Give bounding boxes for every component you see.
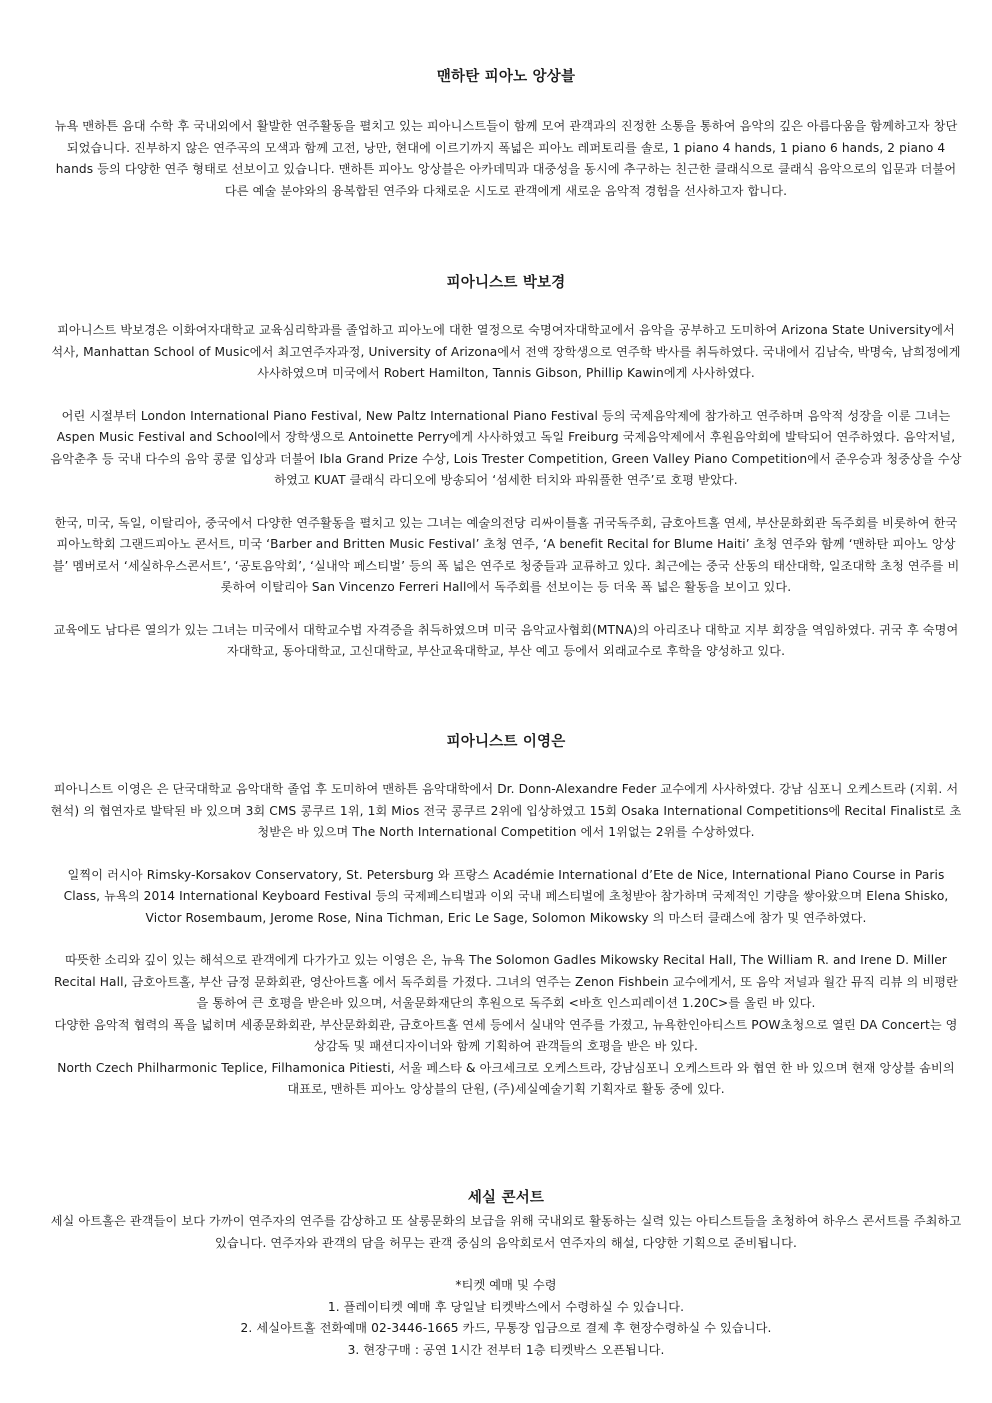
paragraph-lee-1: 피아니스트 이영은 은 단국대학교 음악대학 졸업 후 도미하여 맨하튼 음악대학에서 Dr. Donn-Alexandre Feder 교수에게 사사하였다. 강남 심포니 오케스트라 (지휘. 서현석) 의 협연자로 발탁된 바 있으며 3회 CMS 콩쿠르 1위, 1회 Mios 전국 콩쿠르 2위에 입상하였고 15회 Osaka International Competitions에 Recital Finalist로 초청받은 바 있으며 The North International Competition 에서 1위없는 2위를 수상하였다. bbox=[50, 782, 962, 839]
section-title-cecil: 세실 콘서트 bbox=[467, 1190, 545, 1206]
section-park bbox=[50, 272, 962, 663]
paragraph-park-3: 한국, 미국, 독일, 이탈리아, 중국에서 다양한 연주활동을 펼치고 있는 그녀는 예술의전당 리싸이틀홀 귀국독주회, 금호아트홀 연세, 부산문화회관 독주회를 비롯하여 한국피아노학회 그랜드피아노 콘서트, 미국 ‘Barber and Britten Music Festival’ 초청 연주, ‘A benefit Recital for Blume Haiti’ 초청 연주와 함께 ‘맨하탄 피아노 앙상블’ 멤버로서 ‘세실하우스콘서트’, ‘공토음악회’, ‘실내악 페스티벌’ 등의 폭 넓은 연주로 청중들과 교류하고 있다. 최근에는 중국 산동의 태산대학, 일조대학 초청 연주를 비롯하여 이탈리아 San Vincenzo Ferreri Hall에서 독주회를 선보이는 등 더욱 폭 넓은 활동을 보이고 있다. bbox=[52, 515, 960, 594]
paragraph-manhattan: 뉴욕 맨하튼 음대 수학 후 국내외에서 활발한 연주활동을 펼치고 있는 피아니스트들이 함께 모여 관객과의 진정한 소통을 통하여 음악의 깊은 아름다움을 함께하고자 창단되었습니다. 진부하지 않은 연주곡의 모색과 함께 고전, 낭만, 현대에 이르기까지 폭넓은 피아노 레퍼토리를 솔로, 1 piano 4 hands, 1 piano 6 hands, 2 piano 4 hands 등의 다양한 연주 형태로 선보이고 있습니다. 맨하튼 피아노 앙상블은 아카데믹과 대중성을 동시에 추구하는 친근한 클래식으로 클래식 음악으로의 입문과 더불어 다른 예술 분야와의 융복합된 연주와 다채로운 시도로 관객에게 새로운 음악적 경험을 선사하고자 합니다. bbox=[54, 119, 958, 198]
paragraph-cecil: 세실 아트홀은 관객들이 보다 가까이 연주자의 연주를 감상하고 또 살롱문화의 보급을 위해 국내외로 활동하는 실력 있는 아티스트들을 초청하여 하우스 콘서트를 주최하고 있습니다. 연주자와 관객의 담을 허무는 관객 중심의 음악회로서 연주자의 해설, 다양한 기획으로 준비됩니다. bbox=[50, 1214, 962, 1250]
paragraph-park-4: 교육에도 남다른 열의가 있는 그녀는 미국에서 대학교수법 자격증을 취득하였으며 미국 음악교사협회(MTNA)의 아리조나 대학교 지부 회장을 역임하였다. 귀국 후 숙명여자대학교, 동아대학교, 고신대학교, 부산교육대학교, 부산 예고 등에서 외래교수로 후학을 양성하고 있다. bbox=[53, 622, 959, 658]
ticket-item-3: 3. 현장구매 : 공연 1시간 전부터 1층 티켓박스 오픈됩니다. bbox=[347, 1342, 665, 1357]
ticket-item-2: 2. 세실아트홀 전화예매 02-3446-1665 카드, 무통장 입금으로 결제 후 현장수령하실 수 있습니다. bbox=[240, 1321, 772, 1335]
paragraph-park-1: 피아니스트 박보경은 이화여자대학교 교육심리학과를 졸업하고 피아노에 대한 열정으로 숙명여자대학교에서 음악을 공부하고 도미하여 Arizona State University에서 석사, Manhattan School of Music에서 최고연주자과정, University of Arizona에서 전액 장학생으로 연주학 박사를 취득하였다. 국내에서 김남숙, 박명숙, 남희정에게 사사하였으며 미국에서 Robert Hamilton, Tannis Gibson, Phillip Kawin에게 사사하였다. bbox=[51, 323, 961, 380]
paragraph-lee-5: North Czech Philharmonic Teplice, Filhamonica Pitiesti, 서울 페스타 & 아크세크로 오케스트라, 강남심포니 오케스트라 와 협연 한 바 있으며 현재 앙상블 솜비의 대표로, 맨하튼 피아노 앙상블의 단원, (주)세실예술기획 기획자로 활동 중에 있다. bbox=[57, 1060, 955, 1096]
section-title-manhattan: 맨하탄 피아노 앙상블 bbox=[436, 69, 576, 85]
paragraph-lee-3: 따뜻한 소리와 깊이 있는 해석으로 관객에게 다가가고 있는 이영은 은, 뉴욕 The Solomon Gadles Mikowsky Recital Hall, The William R. and Irene D. Miller Recital Hall, 금호아트홀, 부산 금정 문화회관, 영산아트홀 에서 독주회를 가졌다. 그녀의 연주는 Zenon Fishbein 교수에게서, 또 음악 저널과 월간 뮤직 리뷰 의 비평란을 통하여 큰 호평을 받은바 있으며, 서울문화재단의 후원으로 독주회 <바흐 인스피레이션 1.20C>를 올린 바 있다. bbox=[53, 953, 959, 1010]
paragraph-lee-4: 다양한 음악적 협력의 폭을 넓히며 세종문화회관, 부산문화회관, 금호아트홀 연세 등에서 실내악 연주를 가졌고, 뉴욕한인아티스트 POW초청으로 열린 DA Concert는 영상감독 및 패션디자이너와 함께 기획하여 관객들의 호평을 받은 바 있다. bbox=[54, 1017, 958, 1053]
ticket-heading: *티켓 예매 및 수령 bbox=[455, 1278, 557, 1292]
section-title-park: 피아니스트 박보경 bbox=[446, 275, 566, 291]
paragraph-lee-2: 일찍이 러시아 Rimsky-Korsakov Conservatory, St. Petersburg 와 프랑스 Académie International d’Ete de Nice, International Piano Course in Paris Class, 뉴욕의 2014 International Keyboard Festival 등의 국제페스티벌과 이외 국내 페스티벌에 초청받아 참가하며 국제적인 기량을 쌓아왔으며 Elena Shisko, Victor Rosembaum, Jerome Rose, Nina Tichman, Eric Le Sage, Solomon Mikowsky 의 마스터 클래스에 참가 및 연주하였다. bbox=[63, 867, 949, 925]
section-manhattan bbox=[50, 66, 962, 202]
paragraph-park-2: 어린 시절부터 London International Piano Festival, New Paltz International Piano Festival 등의 국제음악제에 참가하고 연주하며 음악적 성장을 이룬 그녀는 Aspen Music Festival and School에서 장학생으로 Antoinette Perry에게 사사하였고 독일 Freiburg 국제음악제에서 후원음악회에 발탁되어 연주하였다. 음악저널, 음악춘추 등 국내 다수의 음악 콩쿨 입상과 더불어 Ibla Grand Prize 수상, Lois Trester Competition, Green Valley Piano Competition에서 준우승과 청중상을 수상하였고 KUAT 클래식 라디오에 방송되어 ‘섬세한 터치와 파워풀한 연주’로 호평 받았다. bbox=[50, 408, 962, 487]
section-title-lee: 피아니스트 이영은 bbox=[446, 734, 566, 750]
ticket-item-1: 1. 플레이티켓 예매 후 당일날 티켓박스에서 수령하실 수 있습니다. bbox=[327, 1299, 685, 1314]
section-cecil bbox=[50, 1187, 962, 1361]
section-lee bbox=[50, 731, 962, 1101]
